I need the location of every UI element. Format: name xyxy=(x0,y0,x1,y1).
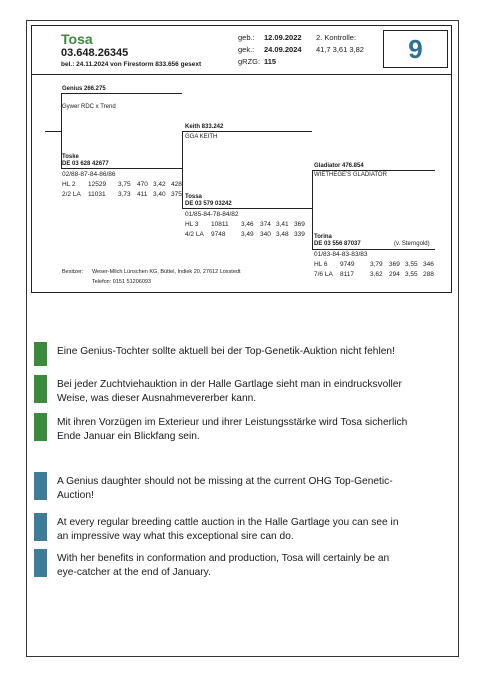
blue-marker xyxy=(34,472,47,500)
performance-cell: 3,41 xyxy=(276,221,289,228)
blue-marker xyxy=(34,549,47,577)
performance-cell: 7/6 LA xyxy=(314,271,333,278)
performance-cell: 375 xyxy=(171,191,182,198)
performance-cell: 428 xyxy=(171,181,182,188)
performance-cell: 4/2 LA xyxy=(185,231,204,238)
performance-cell: HL 2 xyxy=(62,181,76,188)
performance-cell: HL 3 xyxy=(185,221,199,228)
performance-cell: 11031 xyxy=(88,191,106,198)
granddam-bracket xyxy=(312,170,313,249)
tossa-id: DE 03 579 03242 xyxy=(185,201,232,207)
animal-id: 03.648.26345 xyxy=(61,47,129,59)
header-divider xyxy=(31,74,452,75)
performance-cell: 374 xyxy=(260,221,271,228)
owner-label: Besitzer: xyxy=(62,269,84,275)
paragraph-line: At every regular breeding cattle auction in the Halle Gartlage you can see in xyxy=(57,517,399,528)
lot-number-box xyxy=(383,30,448,68)
performance-cell: 3,40 xyxy=(153,191,166,198)
toske-classification: 02/88-87-84-86/86 xyxy=(62,171,116,178)
lot-number: 9 xyxy=(408,33,423,64)
green-marker xyxy=(34,342,47,366)
born-date: 12.09.2022 xyxy=(264,33,302,42)
green-marker xyxy=(34,413,47,441)
calved-date: 24.09.2024 xyxy=(264,45,302,54)
performance-cell: 9748 xyxy=(211,231,226,238)
insemination-info: bel.: 24.11.2024 von Firestorm 833.656 gesext xyxy=(61,61,202,68)
genius-name: Genius 266.275 xyxy=(62,86,106,92)
control-label: 2. Kontrolle: xyxy=(316,33,357,42)
paragraph-line: Ende Januar ein Blickfang sein. xyxy=(57,431,200,442)
paragraph-line: Mit ihren Vorzügen im Exterieur und ihrer Leistungsstärke wird Tosa sicherlich xyxy=(57,417,408,428)
performance-cell: 2/2 LA xyxy=(62,191,81,198)
torina-note: (v. Sterngold) xyxy=(394,241,430,247)
torina-classification: 01/83-84-83-83/83 xyxy=(314,251,368,258)
rzg-label: gRZG: xyxy=(238,57,261,66)
performance-cell: 3,55 xyxy=(405,261,418,268)
performance-cell: 3,73 xyxy=(118,191,131,198)
paragraph-line: eye-catcher at the end of January. xyxy=(57,567,211,578)
performance-cell: 3,46 xyxy=(241,221,254,228)
keith-name: Keith 833.242 xyxy=(185,124,224,130)
performance-cell: 3,49 xyxy=(241,231,254,238)
gladiator-name: Gladiator 476.854 xyxy=(314,163,364,169)
calved-label: gek.: xyxy=(238,45,255,54)
control-values: 41,7 3,61 3,82 xyxy=(316,45,364,54)
toske-id: DE 03 628 42677 xyxy=(62,161,109,167)
performance-cell: 3,79 xyxy=(370,261,383,268)
torina-name: Torina xyxy=(314,234,332,240)
genius-line-info: Gywer RDC x Trend xyxy=(62,104,116,110)
dam-bracket xyxy=(182,131,183,208)
performance-cell: 12529 xyxy=(88,181,107,188)
blue-marker xyxy=(34,513,47,541)
performance-cell: 3,42 xyxy=(153,181,166,188)
paragraph-line: Eine Genius-Tochter sollte aktuell bei der Top-Genetik-Auktion nicht fehlen! xyxy=(57,346,395,357)
performance-cell: 10811 xyxy=(211,221,229,228)
paragraph-line: Bei jeder Zuchtviehauktion in der Halle Gartlage sieht man in eindrucksvoller xyxy=(57,379,402,390)
toske-name: Toske xyxy=(62,154,79,160)
tossa-name: Tossa xyxy=(185,194,202,200)
rzg-value: 115 xyxy=(264,57,277,66)
owner-phone: Telefon: 0151 51206093 xyxy=(92,279,152,285)
paragraph-line: Auction! xyxy=(57,490,94,501)
torina-line xyxy=(312,249,435,250)
keith-line-info: GGA KEITH xyxy=(185,134,218,140)
performance-cell: 288 xyxy=(423,271,434,278)
performance-cell: 470 xyxy=(137,181,148,188)
root-connector xyxy=(45,131,61,132)
performance-cell: HL 6 xyxy=(314,261,328,268)
torina-id: DE 03 556 87037 xyxy=(314,241,361,247)
performance-cell: 339 xyxy=(294,231,305,238)
paragraph-line: A Genius daughter should not be missing at the current OHG Top-Genetic- xyxy=(57,476,393,487)
tossa-classification: 01/85-84-78-84/82 xyxy=(185,211,239,218)
performance-cell: 340 xyxy=(260,231,271,238)
performance-cell: 369 xyxy=(389,261,400,268)
paragraph-line: With her benefits in conformation and production, Tosa will certainly be an xyxy=(57,553,390,564)
animal-name: Tosa xyxy=(61,31,93,47)
paragraph-line: an impressive way what this exceptional sire can do. xyxy=(57,531,294,542)
performance-cell: 8117 xyxy=(340,271,354,278)
performance-cell: 411 xyxy=(137,191,148,198)
green-marker xyxy=(34,375,47,403)
performance-cell: 3,75 xyxy=(118,181,131,188)
paragraph-line: Weise, was dieser Ausnahmevererber kann. xyxy=(57,393,257,404)
performance-cell: 3,48 xyxy=(276,231,289,238)
performance-cell: 346 xyxy=(423,261,434,268)
gladiator-line-info: WIETHEGE'S GLADIATOR xyxy=(314,172,387,178)
born-label: geb.: xyxy=(238,33,255,42)
performance-cell: 9749 xyxy=(340,261,355,268)
performance-cell: 294 xyxy=(389,271,400,278)
performance-cell: 3,62 xyxy=(370,271,383,278)
performance-cell: 3,55 xyxy=(405,271,418,278)
owner-address: Weser-Milch Lünschen KG, Büttel, Indiek 20, 27612 Loxstedt xyxy=(92,269,241,275)
performance-cell: 369 xyxy=(294,221,305,228)
